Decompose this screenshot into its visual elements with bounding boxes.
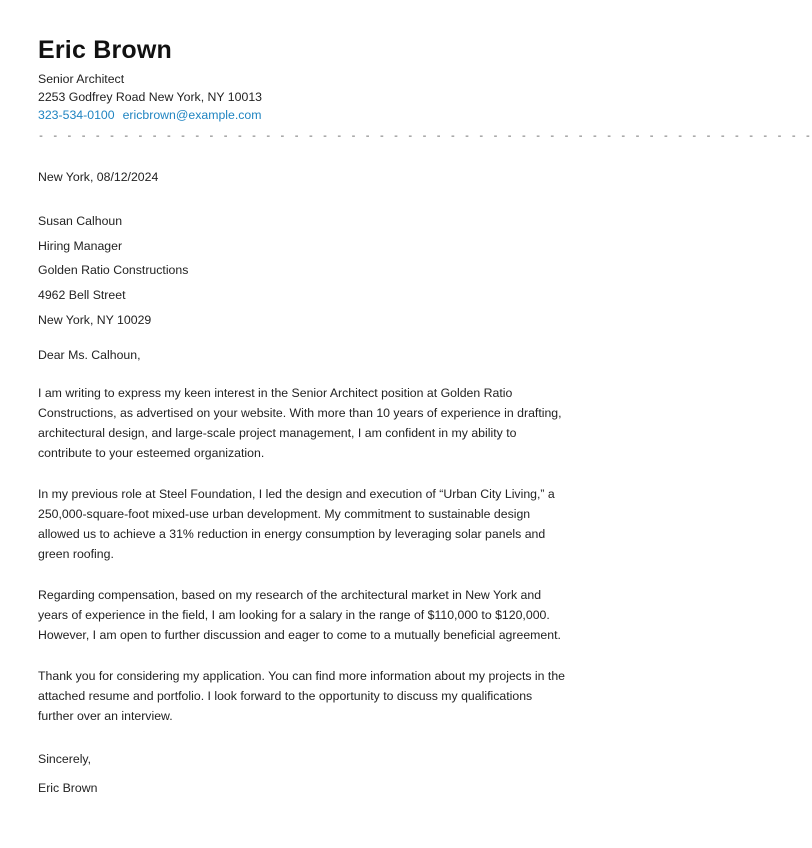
applicant-address: 2253 Godfrey Road New York, NY 10013 [38,90,262,104]
recipient-city: New York, NY 10029 [38,312,152,327]
contact-line [38,106,568,124]
recipient-street: 4962 Bell Street [38,288,126,303]
header-divider: - - - - - - - - - - - - - - - - - - - - - - - - - - - - - - - - - - - - - - - - - - - - - - - - - - - - - - - [38,132,812,143]
phone-link[interactable]: 323-534-0100 [38,108,115,122]
applicant-name: Eric Brown [38,36,172,64]
closing-phrase: Sincerely, [38,751,92,766]
date-line: New York, 08/12/2024 [38,170,159,184]
recipient-title: Hiring Manager [38,238,123,253]
letter-body [38,383,568,726]
body-paragraph: Thank you for considering my application. You can find more information about my projects in the attached resume and portfolio. I look forward to the opportunity to discuss my qualifications further over an interview. [38,668,566,723]
signature-name: Eric Brown [38,780,98,795]
email-link[interactable]: ericbrown@example.com [122,108,262,122]
body-paragraph: I am writing to express my keen interest in the Senior Architect position at Golden Ratio Constructions, as advertised on your website. With more than 10 years of experience in drafting, architectural design, and large-scale project management, I am confident in my ability to contribute to your esteemed organization. [38,385,562,460]
recipient-name: Susan Calhoun [38,214,123,228]
recipient-block [38,209,568,333]
applicant-job-title: Senior Architect [38,72,125,86]
body-paragraph: In my previous role at Steel Foundation, I led the design and execution of “Urban City Living,” a 250,000-square-foot mixed-use urban development. My commitment to sustainable design allowed us to achieve a 31% reduction in energy consumption by leveraging solar panels and green roofing. [38,486,555,561]
salutation: Dear Ms. Calhoun, [38,347,141,362]
closing-block [38,745,568,803]
cover-letter [38,34,812,803]
letter-header [38,34,812,145]
body-paragraph: Regarding compensation, based on my research of the architectural market in New York and years of experience in the field, I am looking for a salary in the range of $110,000 to $120,000. However, I am open to further discussion and eager to come to a mutually beneficial agreement. [38,587,561,642]
recipient-company: Golden Ratio Constructions [38,263,189,278]
